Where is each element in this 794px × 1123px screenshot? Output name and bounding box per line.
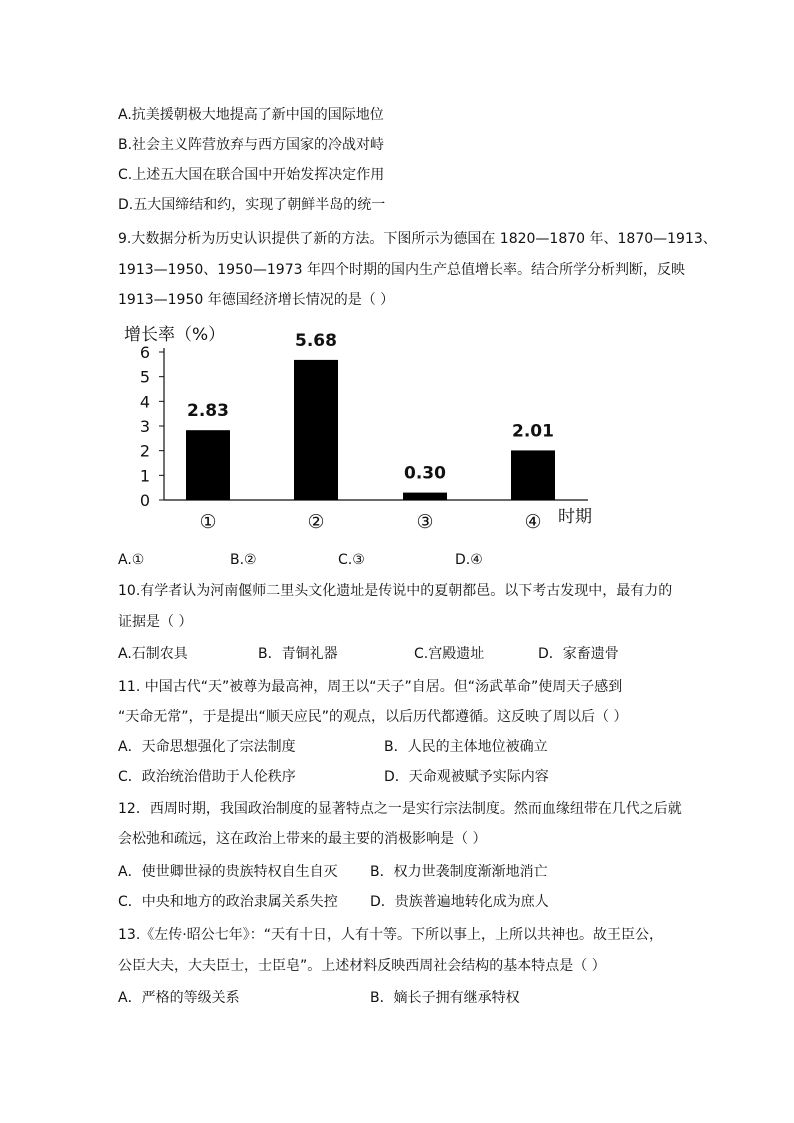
q9-stem-line-1: 9.大数据分析为历史认识提供了新的方法。下图所示为德国在 1820—1870 年、1870—1913、 (118, 231, 717, 247)
q8-option-a: A.抗美援朝极大地提高了新中国的国际地位 (118, 107, 384, 123)
x-category-label: ④ (524, 511, 542, 533)
bar-value-label: 2.83 (187, 401, 229, 422)
q12-stem-line-2: 会松弛和疏远，这在政治上带来的最主要的消极影响是（ ） (118, 831, 487, 847)
q8-option-d: D.五大国缔结和约，实现了朝鲜半岛的统一 (118, 197, 386, 213)
q12-stem-line-1: 12．西周时期，我国政治制度的显著特点之一是实行宗法制度。然而血缘纽带在几代之后就 (118, 801, 682, 817)
q13-option-b: B．嫡长子拥有继承特权 (370, 990, 520, 1006)
q13-stem-line-1: 13.《左传·昭公七年》：“天有十日，人有十等。下所以事上，上所以共神也。故王臣公， (118, 927, 663, 943)
y-tick-label: 3 (139, 417, 150, 436)
q11-option-a: A．天命思想强化了宗法制度 (118, 739, 296, 755)
y-axis-label: 增长率（%） (124, 325, 226, 345)
q13-option-a: A．严格的等级关系 (118, 990, 240, 1006)
bar-2 (294, 360, 338, 500)
q12-option-d: D．贵族普遍地转化成为庶人 (370, 894, 549, 910)
gdp-growth-bar-chart (118, 318, 608, 540)
q10-option-d: D．家畜遗骨 (538, 646, 619, 662)
q13-stem-line-2: 公臣大夫，大夫臣士，士臣皂”。上述材料反映西周社会结构的基本特点是（ ） (118, 958, 606, 974)
q10-stem-line-1: 10.有学者认为河南偃师二里头文化遗址是传说中的夏朝都邑。以下考古发现中，最有力的 (118, 583, 673, 599)
q9-option-d: D.④ (455, 552, 483, 568)
x-category-label: ③ (416, 511, 434, 533)
bar-1 (186, 430, 230, 500)
y-tick-label: 0 (139, 491, 150, 510)
bar-value-label: 5.68 (295, 330, 337, 351)
x-category-label: ② (307, 511, 325, 533)
q12-option-c: C．中央和地方的政治隶属关系失控 (118, 894, 338, 910)
q10-stem-line-2: 证据是（ ） (118, 614, 193, 630)
q10-option-c: C.宫殿遗址 (414, 646, 485, 662)
q11-option-d: D．天命观被赋予实际内容 (384, 769, 549, 785)
x-category-label: ① (199, 511, 217, 533)
bar-value-label: 0.30 (404, 463, 446, 484)
y-tick-label: 2 (139, 441, 150, 461)
q9-option-c: C.③ (338, 552, 365, 568)
q11-stem-line-1: 11. 中国古代“天”被尊为最高神，周王以“天子”自居。但“汤武革命”使周天子感到 (118, 679, 623, 695)
bar-value-label: 2.01 (512, 421, 554, 442)
q11-stem-line-2: “天命无常”，于是提出“顺天应民”的观点，以后历代都遵循。这反映了周以后（ ） (118, 709, 628, 725)
q10-option-a: A.石制农具 (118, 646, 188, 662)
x-axis-label: 时期 (558, 507, 592, 527)
q11-option-b: B．人民的主体地位被确立 (384, 739, 548, 755)
q9-option-a: A.① (118, 552, 145, 568)
q9-stem-line-3: 1913—1950 年德国经济增长情况的是（ ） (118, 292, 395, 308)
q8-option-c: C.上述五大国在联合国中开始发挥决定作用 (118, 167, 385, 183)
q9-option-b: B.② (230, 552, 257, 568)
q12-option-b: B．权力世袭制度渐渐地消亡 (370, 864, 548, 880)
y-tick-label: 6 (139, 343, 150, 362)
bar-3 (403, 493, 447, 500)
y-tick-label: 5 (139, 367, 150, 387)
q11-option-c: C．政治统治借助于人伦秩序 (118, 769, 296, 785)
q9-stem-line-2: 1913—1950、1950—1973 年四个时期的国内生产总值增长率。结合所学分析判断，反映 (118, 262, 685, 278)
q8-option-b: B.社会主义阵营放弃与西方国家的冷战对峙 (118, 137, 385, 153)
q10-option-b: B．青铜礼器 (258, 646, 338, 662)
bar-4 (511, 450, 555, 500)
q12-option-a: A．使世卿世禄的贵族特权自生自灭 (118, 864, 338, 880)
y-tick-label: 1 (139, 466, 150, 486)
y-tick-label: 4 (139, 392, 150, 412)
